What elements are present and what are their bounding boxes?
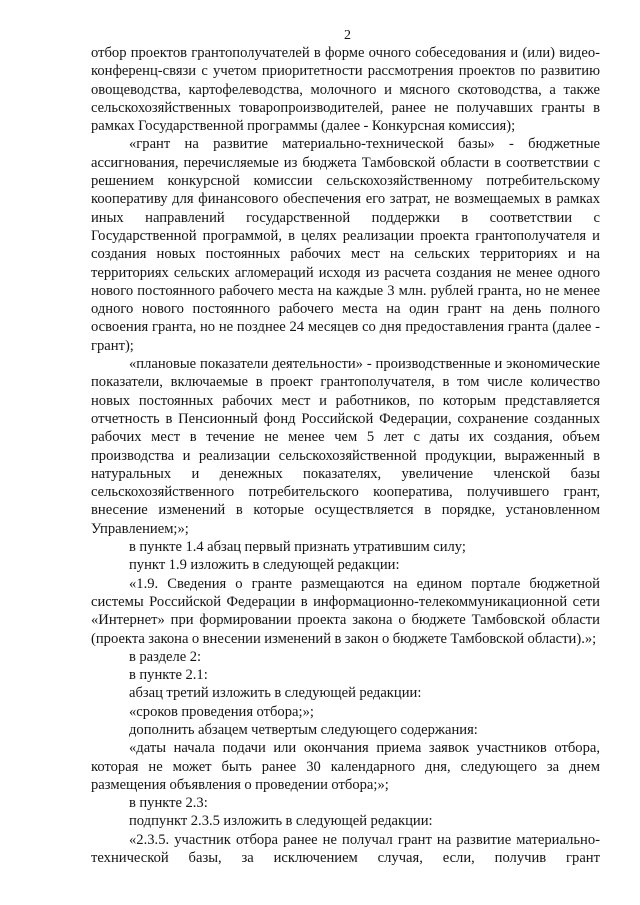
- paragraph-5: пункт 1.9 изложить в следующей редакции:: [129, 557, 400, 574]
- paragraph-12: «даты начала подачи или окончания приема заявок участников отбора, которая не может быть ранее 30 календарного дня, следующего за днем размещения объявления о проведении отбора;»;: [91, 740, 600, 793]
- paragraph-4: в пункте 1.4 абзац первый признать утратившим силу;: [129, 539, 466, 556]
- paragraph-15: «2.3.5. участник отбора ранее не получал грант на развитие материально-технической базы, за исключением случая, если, получив грант: [91, 831, 600, 867]
- paragraph-10: «сроков проведения отбора;»;: [129, 703, 314, 720]
- paragraph-8: в пункте 2.1:: [129, 667, 208, 684]
- paragraph-14: подпункт 2.3.5 изложить в следующей редакции:: [129, 813, 433, 830]
- paragraph-11: дополнить абзацем четвертым следующего содержания:: [129, 721, 478, 738]
- paragraph-2: «грант на развитие материально-технической базы» - бюджетные ассигнования, перечисляемые из бюджета Тамбовской области в соответствии с решением конкурсной комиссии сельскохозяйственному потребительскому кооперативу для финансового обеспечения его затрат, не возмещаемых в рамках иных направлений государственной поддержки в соответствии с Государственной программой, в целях реализации проекта грантополучателя и создания новых постоянных рабочих мест на сельских территориях и на территориях сельских агломераций исходя из расчета создания не менее одного нового постоянного рабочего места на каждые 3 млн. рублей гранта, но не менее одного нового постоянного рабочего места на один грант на день полного освоения гранта, но не позднее 24 месяцев со дня предоставления гранта (далее - грант);: [91, 136, 600, 354]
- page-number: 2: [344, 28, 351, 43]
- paragraph-3: «плановые показатели деятельности» - производственные и экономические показатели, включаемые в проект грантополучателя, в том числе количество новых постоянных рабочих мест и работников, по которым представляется отчетность в Пенсионный фонд Российской Федерации, сохранение созданных рабочих мест в течение не менее чем 5 лет с даты их создания, объем производства и реализации сельскохозяйственной продукции, выраженный в натуральных и денежных показателях, увеличение членской базы сельскохозяйственного потребительского кооператива, получившего грант, внесение изменений в которые осуществляется в порядке, установленном Управлением;»;: [91, 356, 600, 537]
- paragraph-7: в разделе 2:: [129, 648, 202, 665]
- paragraph-9: абзац третий изложить в следующей редакции:: [129, 685, 422, 702]
- paragraph-13: в пункте 2.3:: [129, 795, 208, 812]
- paragraph-6: «1.9. Сведения о гранте размещаются на едином портале бюджетной системы Российской Федерации в информационно-телекоммуникационной сети «Интернет» при формировании проекта закона о бюджете Тамбовской области (проекта закона о внесении изменений в закон о бюджете Тамбовской области).»;: [91, 575, 600, 647]
- document-body: [91, 44, 600, 867]
- paragraph-1: отбор проектов грантополучателей в форме очного собеседования и (или) видео-конференц-связи с учетом приоритетности рассмотрения проектов по развитию овощеводства, картофелеводства, молочного и мясного скотоводства, а также сельскохозяйственных товаропроизводителей, ранее не получавших гранты в рамках Государственной программы (далее - Конкурсная комиссия);: [91, 45, 600, 135]
